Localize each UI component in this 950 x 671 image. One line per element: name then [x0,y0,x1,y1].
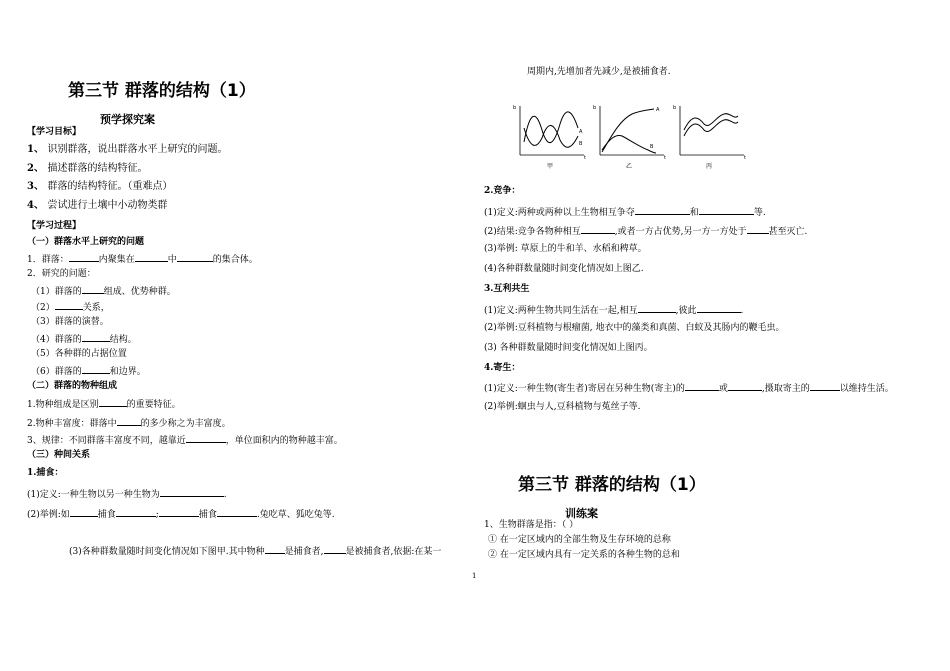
training-question: 1、生物群落是指：（ ） [484,520,579,530]
predation-definition: (1)定义:一种生物以另一种生物为 . [27,487,227,501]
question-item: （1）群落的 组成、优势种群。 [31,284,176,298]
section-heading: （一）群落水平上研究的问题 [27,237,145,247]
graph-label: 甲 [547,163,554,170]
blank-line [99,397,127,407]
blank-line [697,303,741,313]
mutualism-definition: (1)定义:两种生物共同生活在一起,相互 ,彼此 . [484,303,743,317]
blank-line [82,284,104,294]
section-subtitle: 预学探究案 [100,113,155,126]
mutualism-heading: 3.互利共生 [484,284,530,294]
graph-yi [592,100,670,172]
process-heading: 【学习过程】 [27,221,82,231]
goal-item: 2、 描述群落的结构特征。 [27,163,148,174]
competition-example: (3)举例: 草原上的牛和羊、水稻和稗草。 [484,244,647,254]
question-item: （5）各种群的占据位置 [31,349,127,359]
species-composition-item: 1.物种组成是区别 的重要特征。 [27,397,181,411]
blank-line [810,381,840,391]
competition-heading: 2.竞争： [484,186,521,196]
continuation-text: 周期内,先增加者先减少,是被捕食者. [527,67,671,77]
blank-line [70,507,98,517]
series-label: A [656,107,660,113]
predation-heading: 1.捕食： [27,468,64,478]
training-option: ① 在一定区域内的全部生物及生存环境的总称 [488,535,671,545]
page-number: 1 [472,572,477,580]
blank-line [685,381,719,391]
svg-text:b: b [593,105,597,111]
section-heading: （二）群落的物种组成 [27,381,118,391]
goal-item: 1、 识别群落，说出群落水平上研究的问题。 [27,144,228,155]
svg-text:t: t [744,155,746,161]
svg-text:t: t [664,155,666,161]
blank-line [116,507,156,517]
series-label: B [579,141,583,147]
series-label: A [579,129,583,135]
blank-line [324,544,346,554]
graph-label: 丙 [706,163,713,170]
research-questions-label: 2．研究的问题： [27,269,96,279]
blank-line [82,364,110,374]
mutualism-example: (2)举例:豆科植物与根瘤菌, 地衣中的藻类和真菌、白蚁及其肠内的鞭毛虫。 [484,323,785,333]
blank-line [55,300,83,310]
goal-item: 4、 尝试进行土壤中小动物类群 [27,200,168,211]
series-label: B [650,144,654,150]
blank-line [177,252,213,262]
blank-line [728,381,762,391]
question-item: （4）群落的 结构。 [31,332,137,346]
graph-label: 乙 [626,163,633,170]
blank-line [69,252,99,262]
blank-line [82,332,110,342]
svg-text:b: b [513,105,517,111]
blank-line [265,544,285,554]
blank-line [159,507,199,517]
species-composition-item: 3、规律：不同群落丰富度不同，越靠近 ，单位面积内的物种越丰富。 [27,433,343,447]
community-definition: 1．群落： 内聚集在 中 的集合体。 [27,252,258,266]
blank-line [581,224,615,234]
training-title: 第三节 群落的结构（1） [518,475,706,495]
blank-line [747,224,769,234]
training-subtitle: 训练案 [565,507,598,520]
predation-example: (2)举例:如 捕食 ; 捕食 .兔吃草、狐吃兔等. [27,507,335,521]
competition-definition: (1)定义:两种或两种以上生物相互争夺 和 等. [484,205,766,219]
mutualism-graph-note: (3) 各种群数量随时间变化情况如上图丙。 [484,343,653,353]
question-item: （6）群落的 和边界。 [31,364,146,378]
blank-line [217,507,257,517]
species-composition-item: 2.物种丰富度：群落中 的多少称之为丰富度。 [27,416,231,430]
parasitism-definition: (1)定义:一种生物(寄生者)寄居在另种生物(寄主)的 或 ,摄取寄主的 以维持生活。 [484,381,894,395]
parasitism-example: (2)举例:蛔虫与人,豆科植物与菟丝子等. [484,402,641,412]
graph-jia [512,100,590,172]
svg-text:t: t [584,155,586,161]
training-option: ② 在一定区域内具有一定关系的各种生物的总和 [488,550,680,560]
page-title: 第三节 群落的结构（1） [68,81,256,101]
goals-heading: 【学习目标】 [27,127,82,137]
blank-line [160,487,224,497]
blank-line [135,252,168,262]
blank-line [635,205,690,215]
competition-result: (2)结果:竞争各物种相互 ,或者一方占优势,另一方一方处于 甚至灭亡. [484,224,807,238]
graph-bing [672,100,750,172]
question-item: （2） 关系， [31,300,110,314]
question-item: （3）群落的演替。 [31,317,109,327]
svg-text:b: b [673,105,677,111]
blank-line [117,416,141,426]
blank-line [186,433,226,443]
competition-graph-note: (4)各种群数量随时间变化情况如上图乙. [484,264,644,274]
section-heading: （三）种间关系 [27,450,91,460]
goal-item: 3、 群落的结构特征。（重难点） [27,181,173,192]
blank-line [638,303,676,313]
blank-line [699,205,754,215]
parasitism-heading: 4.寄生： [484,363,521,373]
predation-graph-text: (3)各种群数量随时间变化情况如下图甲.其中物种 是捕食者, 是被捕食者,依据:在某一 [69,544,441,558]
